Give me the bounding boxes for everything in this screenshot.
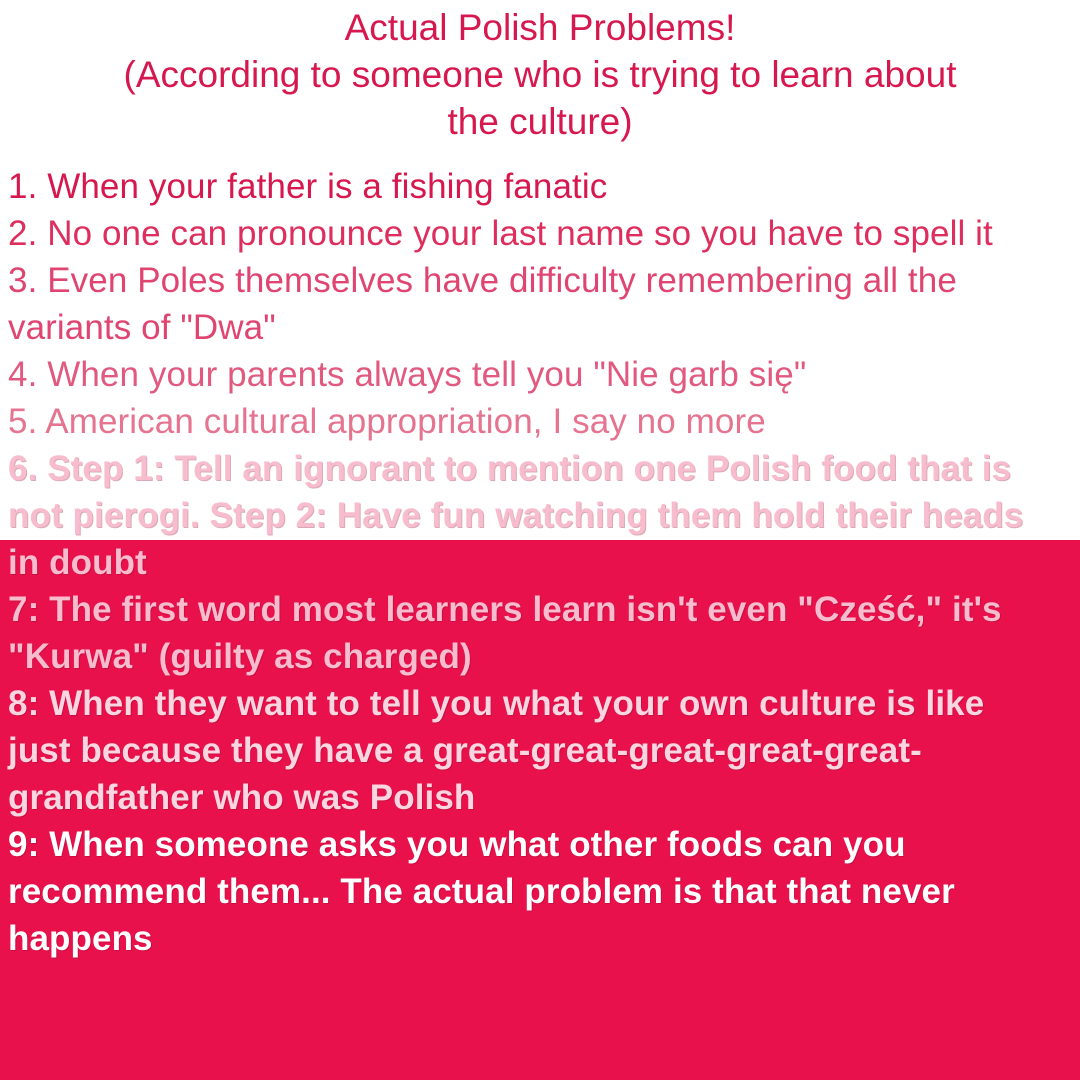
list-item: 1. When your father is a fishing fanatic xyxy=(8,167,608,206)
list-item: 2. No one can pronounce your last name so you have to spell it xyxy=(8,214,993,253)
title-line-2: (According to someone who is trying to learn about xyxy=(123,54,957,95)
list-item: 8: When they want to tell you what your own culture is like just because they have a great-great-great-great-great-grandfather who was Polish xyxy=(8,684,985,817)
problem-list xyxy=(0,163,1080,962)
list-item: 4. When your parents always tell you "Nie garb się" xyxy=(8,355,807,394)
list-item: 7: The first word most learners learn isn't even "Cześć," it's "Kurwa" (guilty as charged) xyxy=(8,590,1002,676)
list-item: 3. Even Poles themselves have difficulty remembering all the variants of "Dwa" xyxy=(8,261,957,347)
list-item: 5. American cultural appropriation, I say no more xyxy=(8,402,766,441)
poster-title xyxy=(0,0,1080,145)
title-line-1: Actual Polish Problems! xyxy=(344,7,736,48)
title-line-3: the culture) xyxy=(447,101,633,142)
list-item: 9: When someone asks you what other foods can you recommend them... The actual problem is that that never happens xyxy=(8,825,955,958)
list-item: 6. Step 1: Tell an ignorant to mention one Polish food that is not pierogi. Step 2: Have fun watching them hold their heads in doubt xyxy=(8,449,1024,582)
